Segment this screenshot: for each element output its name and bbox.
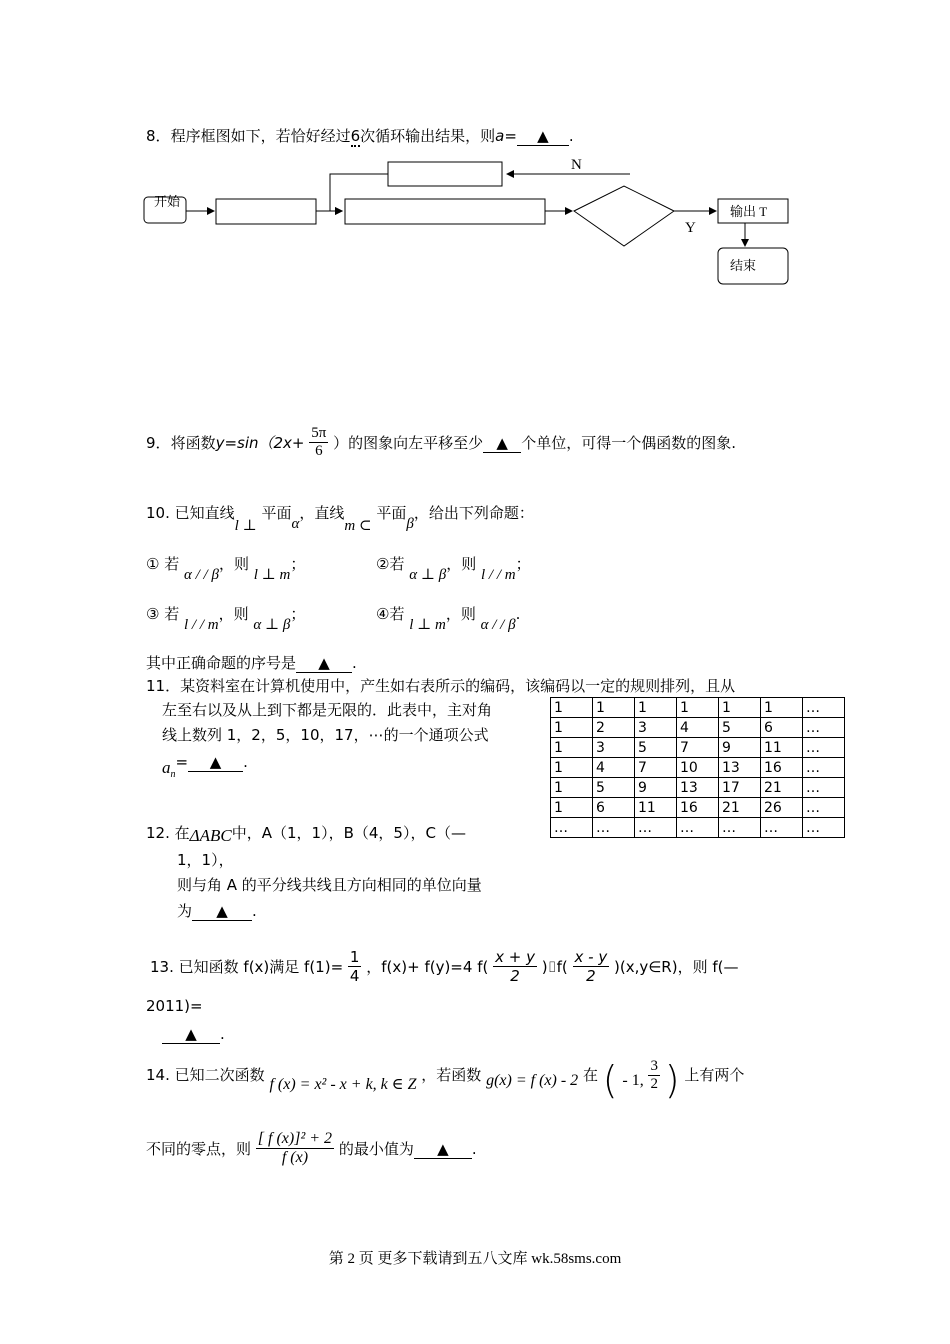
q13-line1: 13. 已知函数 f(x)满足 f(1)= $\frac{1}{4}$ ，f(x)+ f(y)=4 f( $\frac{x + y}{2}$ )⌷f( $\frac{x - y}{2}$ )(x,y∈R)，则 f(— bbox=[150, 948, 739, 985]
q9-answer-blank: ▲ bbox=[483, 434, 521, 453]
q8-text-after: 次循环输出结果，则 bbox=[360, 127, 496, 145]
q10-p2-semi: ； bbox=[515, 555, 531, 573]
q14-line2: 不同的零点，则 $\frac{\text{[ f (x)]² + 2}}{f (x)}$ 的最小值为 ▲ . bbox=[146, 1130, 477, 1166]
q14-expr-den: f (x) bbox=[281, 1149, 309, 1166]
q10-p3-label: ③ 若 bbox=[146, 605, 180, 623]
flow-start-label: 开始 bbox=[154, 194, 181, 209]
q10-question: 其中正确命题的序号是 ▲ . bbox=[146, 654, 357, 672]
code-table-cell: 1 bbox=[761, 698, 803, 718]
code-table-cell: … bbox=[719, 818, 761, 838]
q10-prop-1 bbox=[146, 553, 306, 583]
q10-intro3: ，给出下列命题： bbox=[413, 504, 534, 522]
code-table-cell: 4 bbox=[677, 718, 719, 738]
code-table-cell: 26 bbox=[761, 798, 803, 818]
flow-process-box-1 bbox=[216, 199, 316, 224]
q12-line3: 则与角 A 的平分线共线且方向相同的单位向量 bbox=[177, 876, 482, 894]
q10-p1-res: l ⊥ m bbox=[253, 567, 291, 583]
q10-m-sub: m ⊂ bbox=[344, 518, 372, 534]
q10-prop-4 bbox=[376, 603, 521, 633]
code-table-cell: 9 bbox=[719, 738, 761, 758]
q10-beta: β bbox=[406, 516, 414, 532]
flow-loop-box bbox=[388, 162, 502, 186]
q10-p3-cond: l / / m bbox=[184, 617, 219, 633]
q12-line4: 为 ▲ . bbox=[177, 902, 257, 920]
q10-p2-res: l / / m bbox=[480, 567, 516, 583]
q10-question-text: 其中正确命题的序号是 bbox=[146, 654, 297, 672]
code-table-cell: 1 bbox=[551, 718, 593, 738]
q10-p2-then: ，则 bbox=[446, 555, 477, 573]
q13-line2: 2011)= bbox=[146, 997, 203, 1015]
q10-p3-res: α ⊥ β bbox=[253, 617, 291, 633]
q12-number: 12 bbox=[146, 824, 166, 842]
q11-answer-blank: ▲ bbox=[188, 753, 243, 772]
q13-text3: )(x,y∈R)，则 f(— bbox=[614, 958, 739, 976]
q12-line4-text: 为 bbox=[177, 902, 193, 920]
q12-line1-b: 中，A（1，1），B（4，5），C（— bbox=[231, 824, 466, 842]
code-table-cell: … bbox=[803, 798, 845, 818]
q12-answer-blank: ▲ bbox=[192, 902, 252, 921]
q11-line2: 左至右以及从上到下都是无限的．此表中，主对角 bbox=[162, 701, 493, 719]
q13-line3: ▲ . bbox=[162, 1025, 225, 1044]
q9-frac-num: 5π bbox=[311, 425, 327, 441]
q10-p4-res: α / / β bbox=[480, 617, 516, 633]
code-table-cell: 3 bbox=[635, 718, 677, 738]
q14-expr-frac bbox=[256, 1130, 334, 1167]
q10-p2-cond: α ⊥ β bbox=[409, 567, 447, 583]
flow-output-label: 输出 T bbox=[730, 204, 768, 219]
code-table-cell: … bbox=[761, 818, 803, 838]
code-table-cell: … bbox=[803, 778, 845, 798]
q14-line2a: 不同的零点，则 bbox=[146, 1140, 252, 1158]
q10-p3-then: ，则 bbox=[218, 605, 249, 623]
flow-decision-diamond bbox=[574, 186, 674, 246]
q14-text3: 在 bbox=[582, 1066, 598, 1084]
code-table-cell: 11 bbox=[761, 738, 803, 758]
q9-number: 9 bbox=[146, 434, 156, 452]
q13-text2: ，f(x)+ f(y)=4 f( bbox=[366, 958, 489, 976]
q11-eq: = bbox=[175, 753, 189, 771]
q13-fa-num: x + y bbox=[495, 948, 535, 966]
q9-frac-den: 6 bbox=[315, 443, 323, 459]
q13-frac-b bbox=[573, 948, 610, 985]
q9-text3: 个单位，可得一个偶函数的图象. bbox=[521, 434, 736, 452]
q13-f1-num: 1 bbox=[349, 948, 360, 966]
code-table-cell: 1 bbox=[719, 698, 761, 718]
q14-int-num: 3 bbox=[650, 1058, 658, 1074]
q8-flowchart bbox=[140, 150, 810, 295]
q13-mid: )⌷f( bbox=[541, 957, 568, 976]
code-table-cell: 9 bbox=[635, 778, 677, 798]
q14-text2: ，若函数 bbox=[421, 1066, 482, 1084]
flow-n-label: N bbox=[571, 157, 582, 173]
q10-p4-then: ，则 bbox=[445, 605, 476, 623]
code-table-cell: 10 bbox=[677, 758, 719, 778]
q13-answer-blank: ▲ bbox=[162, 1025, 220, 1044]
q10-intro1: 已知直线 bbox=[174, 504, 235, 522]
code-table-cell: … bbox=[803, 818, 845, 838]
code-table-row bbox=[551, 758, 845, 778]
q10-number: 10 bbox=[146, 504, 166, 522]
q8-text-before: 程序框图如下，若恰好经过 bbox=[170, 127, 351, 145]
code-table-cell: 16 bbox=[761, 758, 803, 778]
code-table-cell: 21 bbox=[719, 798, 761, 818]
code-table-cell: 1 bbox=[551, 798, 593, 818]
flow-process-box-2 bbox=[345, 199, 545, 224]
code-table-cell: 6 bbox=[761, 718, 803, 738]
q8-question: 8．程序框图如下，若恰好经过6次循环输出结果，则a= ▲ . bbox=[146, 127, 574, 145]
q11-an-sub: n bbox=[170, 769, 176, 780]
flow-y-label: Y bbox=[685, 220, 696, 236]
code-table-cell: 7 bbox=[677, 738, 719, 758]
q13-fb-num: x - y bbox=[574, 948, 608, 966]
q14-right-paren: ) bbox=[664, 1058, 680, 1102]
code-table-cell: 21 bbox=[761, 778, 803, 798]
code-table-cell: 6 bbox=[593, 798, 635, 818]
code-table-row bbox=[551, 798, 845, 818]
q10-p1-then: ，则 bbox=[218, 555, 249, 573]
code-table-cell: 5 bbox=[719, 718, 761, 738]
q12-line1-a: 在 bbox=[174, 824, 190, 842]
q14-text1: 已知二次函数 bbox=[174, 1066, 265, 1084]
code-table-cell: 11 bbox=[635, 798, 677, 818]
q10-intro: 10. 已知直线l ⊥ 平面α，直线m ⊂ 平面β，给出下列命题： bbox=[146, 504, 534, 534]
q12-line2: 1，1）， bbox=[177, 851, 234, 869]
code-table-cell: 16 bbox=[677, 798, 719, 818]
code-table-cell: 17 bbox=[719, 778, 761, 798]
q11-an: a bbox=[162, 758, 171, 777]
code-table-cell: … bbox=[803, 698, 845, 718]
page-footer: 第 2 页 更多下载请到五八文库 wk.58sms.com bbox=[328, 1251, 622, 1267]
code-table-cell: … bbox=[803, 718, 845, 738]
q8-answer-blank: ▲ bbox=[517, 127, 569, 146]
code-table-cell: 1 bbox=[551, 778, 593, 798]
q8-end: . bbox=[568, 127, 574, 145]
q10-p2-label: ②若 bbox=[376, 555, 405, 573]
q11-line1: 11．某资料室在计算机使用中，产生如右表所示的编码，该编码以一定的规则排列，且从 bbox=[146, 677, 736, 695]
q13-fb-den: 2 bbox=[586, 967, 596, 985]
q14-line1: 14. 已知二次函数 f (x) = x² - x + k, k ∈ Z ，若函数 g(x) = f (x) - 2 在 ( - 1, $\frac{3}{2}$ ) 上有两个 bbox=[146, 1058, 745, 1102]
code-table-cell: 5 bbox=[593, 778, 635, 798]
q10-p4-label: ④若 bbox=[376, 605, 405, 623]
q10-plane2: 平面 bbox=[376, 504, 407, 522]
q9-question: 9．将函数y=sin（2x+ $\frac{5\pi}{6}$ ）的图象向左平移至少 ▲ 个单位，可得一个偶函数的图象. bbox=[146, 425, 736, 459]
code-table-cell: … bbox=[803, 758, 845, 778]
q14-left-paren: ( bbox=[602, 1058, 618, 1102]
code-table-cell: 13 bbox=[677, 778, 719, 798]
code-table-row bbox=[551, 738, 845, 758]
q10-p3-semi: ； bbox=[290, 605, 306, 623]
code-table-cell: … bbox=[593, 818, 635, 838]
code-table-cell: 1 bbox=[551, 738, 593, 758]
code-table-cell: 13 bbox=[719, 758, 761, 778]
q10-alpha: α bbox=[291, 516, 300, 532]
code-table-cell: … bbox=[635, 818, 677, 838]
code-table-cell: 2 bbox=[593, 718, 635, 738]
q11-code-table bbox=[550, 697, 845, 838]
q13-f1-den: 4 bbox=[349, 967, 360, 985]
q14-gfunc: g(x) = f (x) - 2 bbox=[486, 1072, 579, 1089]
q14-int-den: 2 bbox=[650, 1076, 658, 1092]
q11-number: 11 bbox=[146, 677, 166, 695]
q10-p4-cond: l ⊥ m bbox=[409, 617, 446, 633]
q9-func: y=sin（2x+ bbox=[215, 434, 305, 452]
q10-answer-blank: ▲ bbox=[296, 654, 352, 673]
q14-number: 14 bbox=[146, 1066, 166, 1084]
q10-p1-cond: α / / β bbox=[184, 567, 219, 583]
code-table-cell: … bbox=[677, 818, 719, 838]
q10-prop-2 bbox=[376, 553, 531, 583]
q10-prop-3 bbox=[146, 603, 306, 633]
q14-interval-left: - 1, bbox=[622, 1072, 644, 1089]
q14-text4: 上有两个 bbox=[684, 1066, 745, 1084]
q13-number: 13 bbox=[150, 958, 170, 976]
code-table-cell: 1 bbox=[677, 698, 719, 718]
q9-close: ） bbox=[333, 434, 349, 452]
code-table-cell: … bbox=[551, 818, 593, 838]
code-table-cell: 3 bbox=[593, 738, 635, 758]
q8-number: 8 bbox=[146, 127, 156, 145]
code-table-row bbox=[551, 778, 845, 798]
flow-end-label: 结束 bbox=[730, 258, 757, 273]
code-table-cell: 5 bbox=[635, 738, 677, 758]
code-table-cell: 1 bbox=[551, 758, 593, 778]
q8-eq: = bbox=[504, 127, 517, 145]
code-table-cell: 4 bbox=[593, 758, 635, 778]
q13-frac-f1 bbox=[348, 948, 362, 985]
q13-text1: 已知函数 f(x)满足 f(1)= bbox=[178, 958, 344, 976]
code-table-cell: … bbox=[803, 738, 845, 758]
q10-p1-semi: ； bbox=[290, 555, 306, 573]
q9-text2: 的图象向左平移至少 bbox=[348, 434, 484, 452]
q14-interval-frac bbox=[648, 1058, 660, 1093]
q14-answer-blank: ▲ bbox=[414, 1140, 472, 1159]
q8-var: a bbox=[495, 127, 505, 145]
q10-p1-label: ① 若 bbox=[146, 555, 180, 573]
code-table-cell: 7 bbox=[635, 758, 677, 778]
q13-frac-a bbox=[493, 948, 537, 985]
code-table-row bbox=[551, 698, 845, 718]
code-table-row bbox=[551, 818, 845, 838]
q11-line3: 线上数列 1，2，5，10，17，⋯的一个通项公式 bbox=[162, 726, 489, 744]
q10-plane1: 平面 bbox=[261, 504, 292, 522]
code-table-row bbox=[551, 718, 845, 738]
q13-fa-den: 2 bbox=[510, 967, 520, 985]
q14-func: f (x) = x² - x + k, k ∈ Z bbox=[269, 1076, 417, 1093]
q8-count: 6 bbox=[350, 127, 361, 145]
q10-p4-period: . bbox=[515, 605, 521, 623]
code-table-cell: 1 bbox=[551, 698, 593, 718]
q10-intro2: ，直线 bbox=[299, 504, 345, 522]
q14-expr-num: [ f (x)]² + 2 bbox=[257, 1130, 333, 1147]
q12-line1: 12. 在ΔABC中，A（1，1），B（4，5），C（— bbox=[146, 824, 466, 845]
code-table-cell: 1 bbox=[593, 698, 635, 718]
q10-l-perp: l ⊥ bbox=[234, 518, 257, 534]
q14-line2b: 的最小值为 bbox=[338, 1140, 414, 1158]
code-table-cell: 1 bbox=[635, 698, 677, 718]
q11-line1-text: 某资料室在计算机使用中，产生如右表所示的编码，该编码以一定的规则排列，且从 bbox=[180, 677, 736, 695]
q12-triangle: ΔABC bbox=[189, 826, 232, 845]
q9-fraction bbox=[309, 425, 328, 460]
q11-formula: $a_n=$ ▲ . bbox=[162, 753, 248, 780]
q9-text1: 将函数 bbox=[170, 434, 216, 452]
